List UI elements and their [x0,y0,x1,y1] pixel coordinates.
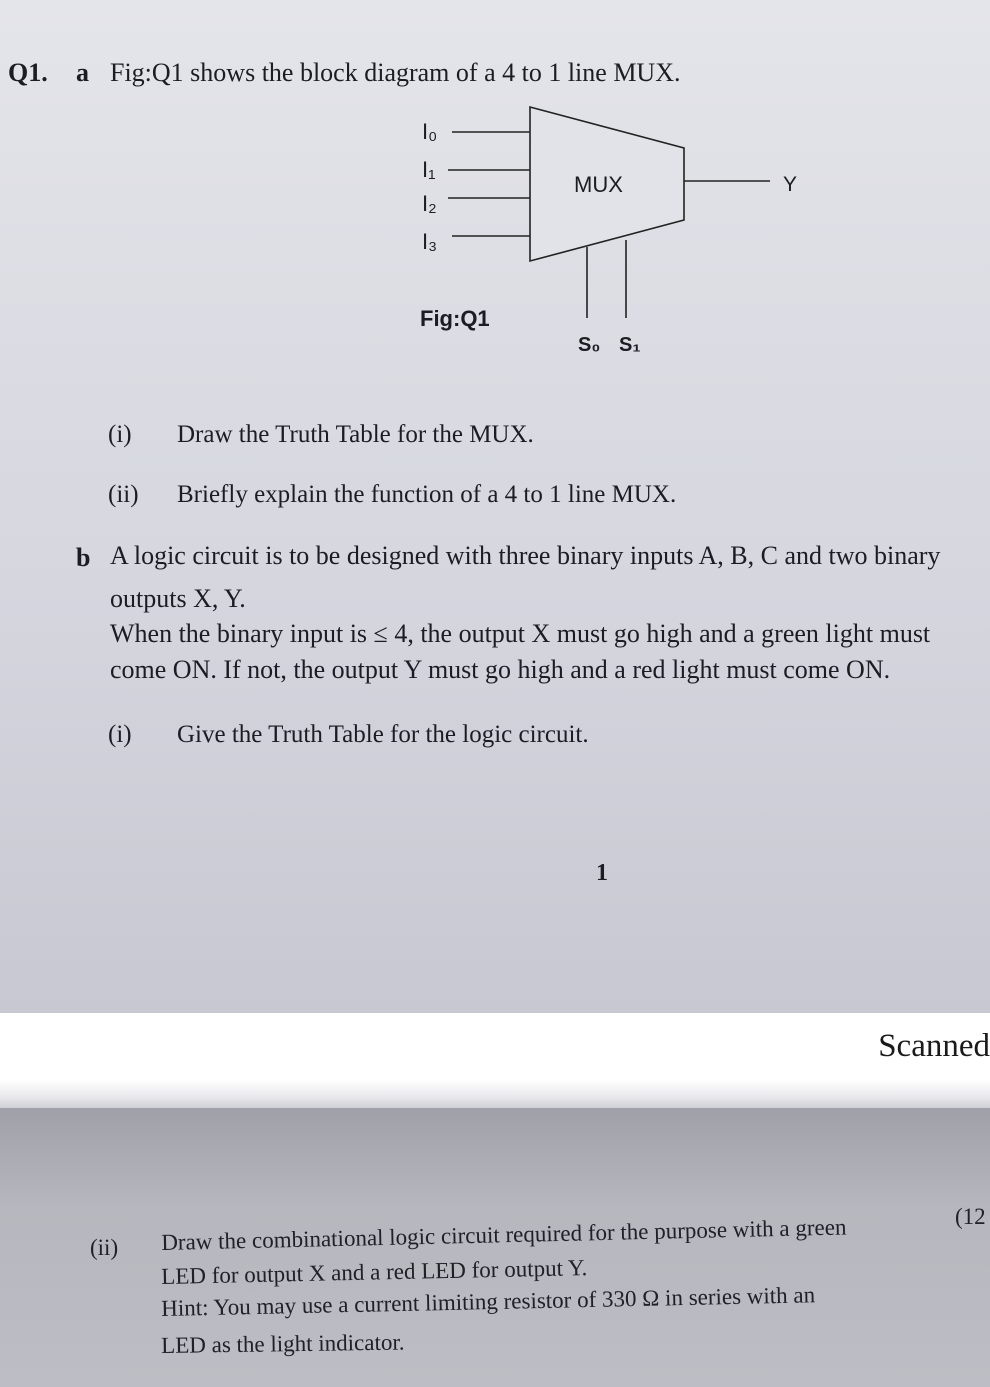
input-label-3: I₃ [422,229,438,254]
page-number: 1 [596,860,608,886]
input-label-0: I₀ [422,119,438,144]
part-b-letter: b [76,543,91,572]
marks-label: (12 [955,1204,986,1229]
part-b-item-ii-line-2: LED for output X and a red LED for output Y. [161,1255,588,1289]
output-label-y: Y [783,173,798,196]
part-a-item-ii-text: Briefly explain the function of a 4 to 1 line MUX. [177,481,677,508]
input-label-1: I₁ [422,157,436,182]
part-a-letter: a [76,58,89,87]
part-b-line-2: outputs X, Y. [110,584,246,613]
part-a-item-ii-number: (ii) [108,481,139,508]
part-b-item-i-number: (i) [108,721,132,748]
select-label-0: S₀ [578,334,601,356]
part-b-item-i-text: Give the Truth Table for the logic circuit. [177,721,589,748]
select-label-1: S₁ [619,334,641,356]
part-b-line-3: When the binary input is ≤ 4, the output X must go high and a green light must [110,619,931,648]
part-a-item-i-number: (i) [108,421,132,448]
page-gap-shadow [0,1080,990,1108]
part-b-line-1: A logic circuit is to be designed with three binary inputs A, B, C and two binary [110,541,941,570]
part-a-item-i-text: Draw the Truth Table for the MUX. [177,421,534,448]
mux-block-diagram [400,95,820,365]
part-a-text: Fig:Q1 shows the block diagram of a 4 to 1 line MUX. [110,58,681,87]
mux-label: MUX [574,172,623,197]
figure-caption: Fig:Q1 [420,306,490,331]
part-b-item-ii-number: (ii) [90,1235,119,1260]
part-b-item-ii-line-1: Draw the combinational logic circuit required for the purpose with a green [161,1214,847,1255]
input-label-2: I₂ [422,191,437,216]
part-b-item-ii-hint: Hint: You may use a current limiting resistor of 330 Ω in series with an [161,1282,816,1321]
question-number: Q1. [8,58,48,87]
scanned-watermark-text: Scanned [878,1028,990,1064]
part-b-item-ii-line-4: LED as the light indicator. [161,1329,405,1358]
part-b-line-4: come ON. If not, the output Y must go high and a red light must come ON. [110,655,891,684]
